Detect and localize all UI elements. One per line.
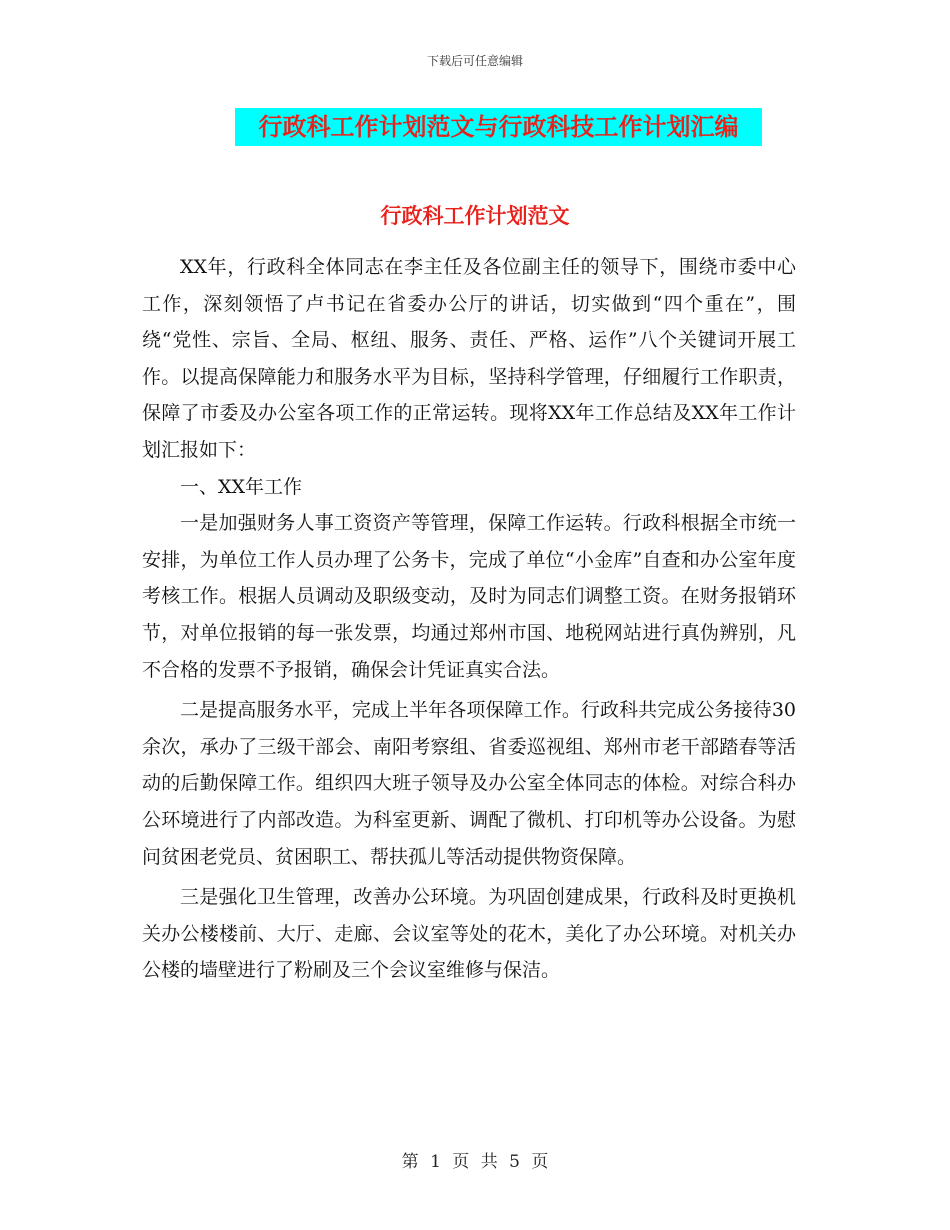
paragraph-item-2: 二是提高服务水平，完成上半年各项保障工作。行政科共完成公务接待30余次，承办了三级干部会、南阳考察组、省委巡视组、郑州市老干部踏春等活动的后勤保障工作。组织四大班子领导及办公室全体同志的体检。对综合科办公环境进行了内部改造。为科室更新、调配了微机、打印机等办公设备。为慰问贫困老党员、贫困职工、帮扶孤儿等活动提供物资保障。 bbox=[142, 699, 796, 868]
document-title: 行政科工作计划范文与行政科技工作计划汇编 bbox=[235, 108, 762, 146]
paragraph-intro: XX年，行政科全体同志在李主任及各位副主任的领导下，围绕市委中心工作，深刻领悟了卢书记在省委办公厅的讲话，切实做到“四个重在”，围绕“党性、宗旨、全局、枢纽、服务、责任、严格、运作”八个关键词开展工作。以提高保障能力和服务水平为目标，坚持科学管理，仔细履行工作职责，保障了市委及办公室各项工作的正常运转。现将XX年工作总结及XX年工作计划汇报如下： bbox=[142, 256, 796, 461]
document-body bbox=[142, 249, 796, 989]
page-number-footer: 第 1 页 共 5 页 bbox=[401, 1152, 549, 1172]
paragraph-item-3: 三是强化卫生管理，改善办公环境。为巩固创建成果，行政科及时更换机关办公楼楼前、大厅、走廊、会议室等处的花木，美化了办公环境。对机关办公楼的墙壁进行了粉刷及三个会议室维修与保洁。 bbox=[142, 886, 796, 982]
paragraph-item-1: 一是加强财务人事工资资产等管理，保障工作运转。行政科根据全市统一安排，为单位工作人员办理了公务卡，完成了单位“小金库”自查和办公室年度考核工作。根据人员调动及职级变动，及时为同志们调整工资。在财务报销环节，对单位报销的每一张发票，均通过郑州市国、地税网站进行真伪辨别，凡不合格的发票不予报销，确保会计凭证真实合法。 bbox=[142, 512, 796, 681]
section-title: 行政科工作计划范文 bbox=[380, 203, 570, 228]
page-header-note: 下载后可任意编辑 bbox=[426, 54, 523, 68]
paragraph-section-heading: 一、XX年工作 bbox=[180, 475, 303, 498]
